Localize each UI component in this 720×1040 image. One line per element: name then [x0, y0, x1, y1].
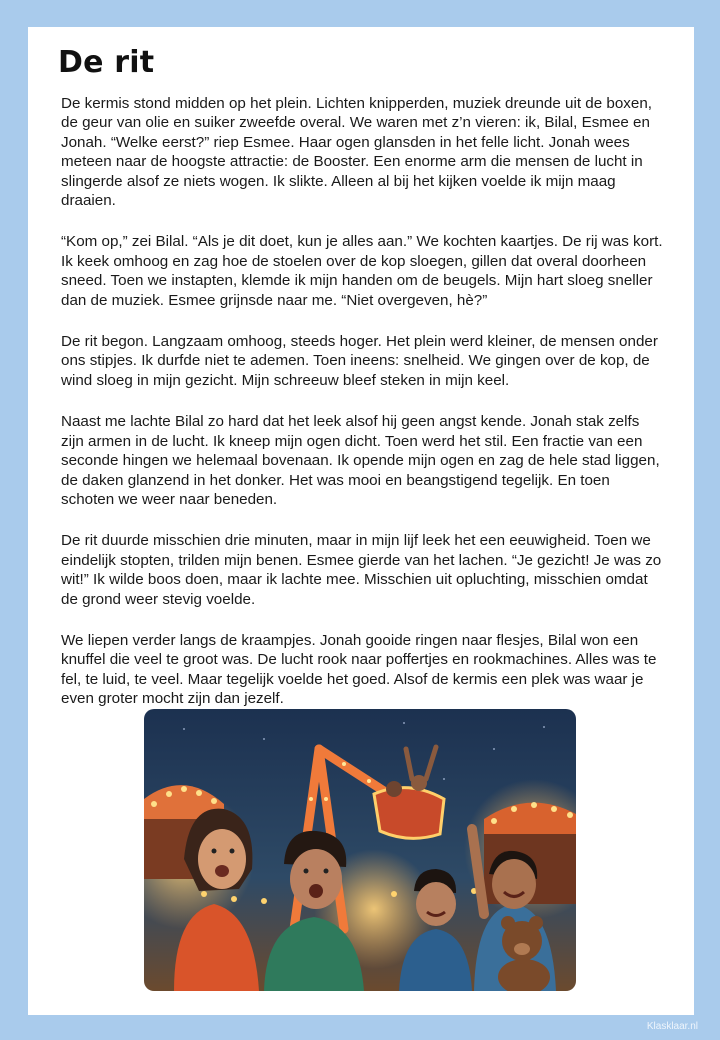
story-paragraph: Naast me lachte Bilal zo hard dat het leek alsof hij geen angst kende. Jonah stak zelfs zijn armen in de lucht. Ik kneep mijn ogen dicht. Toen werd het stil. Een fractie van een seconde hingen we helemaal bovenaan. Ik opende mijn ogen en zag de hele stad liggen, de daken glanzend in het donker. Het was mooi en beangstigend tegelijk. En toen schoten we weer naar beneden. — [61, 413, 660, 508]
story-paragraph: De rit begon. Langzaam omhoog, steeds hoger. Het plein werd kleiner, de mensen onder ons stipjes. Ik durfde niet te ademen. Toen ineens: snelheid. We gingen over de kop, de wind sloeg in mijn gezicht. Mijn schreeuw bleef steken in mijn keel. — [61, 333, 658, 389]
story-title: De rit — [58, 45, 155, 80]
story-paragraph: We liepen verder langs de kraampjes. Jonah gooide ringen naar flesjes, Bilal won een knuffel die veel te groot was. De lucht rook naar poffertjes en rookmachines. Alles was te fel, te luid, te veel. Maar tegelijk voelde het goed. Alsof de kermis een plek was waar je even groter mocht zijn dan jezelf. — [61, 631, 657, 708]
story-paragraph: De rit duurde misschien drie minuten, maar in mijn lijf leek het een eeuwigheid. Toen we eindelijk stopten, trilden mijn benen. Esmee gierde van het lachen. “Je gezicht! Je was zo wit!” Ik wilde boos doen, maar ik lachte mee. Misschien uit opluchting, misschien omdat de grond weer stevig voelde. — [61, 532, 662, 608]
story-text — [61, 94, 663, 731]
story-paragraph: “Kom op,” zei Bilal. “Als je dit doet, kun je alles aan.” We kochten kaartjes. De rij was kort. Ik keek omhoog en zag hoe de stoelen over de kop sloegen, gillen dat overal doorheen sneed. Toen we instapten, klemde ik mijn handen om de beugels. Mijn hart sloeg sneller dan de muziek. Esmee grijnsde naar me. “Niet overgeven, hè?” — [61, 233, 663, 309]
fair-ride-illustration — [144, 709, 576, 991]
footer-brand: Klasklaar.nl — [646, 1021, 698, 1032]
story-paragraph: De kermis stond midden op het plein. Lichten knipperden, muziek dreunde uit de boxen, de geur van olie en suiker zweefde overal. We waren met z’n vieren: ik, Bilal, Esmee en Jonah. “Welke eerst?” riep Esmee. Haar ogen glansden in het felle licht. Jonah wees meteen naar de hoogste attractie: de Booster. Een enorme arm die mensen de lucht in slingerde alsof ze niets wogen. Ik slikte. Alleen al bij het kijken voelde ik mijn maag draaien. — [61, 95, 652, 210]
fair-ride-illustration-svg — [144, 709, 576, 991]
worksheet-page — [28, 27, 694, 1015]
